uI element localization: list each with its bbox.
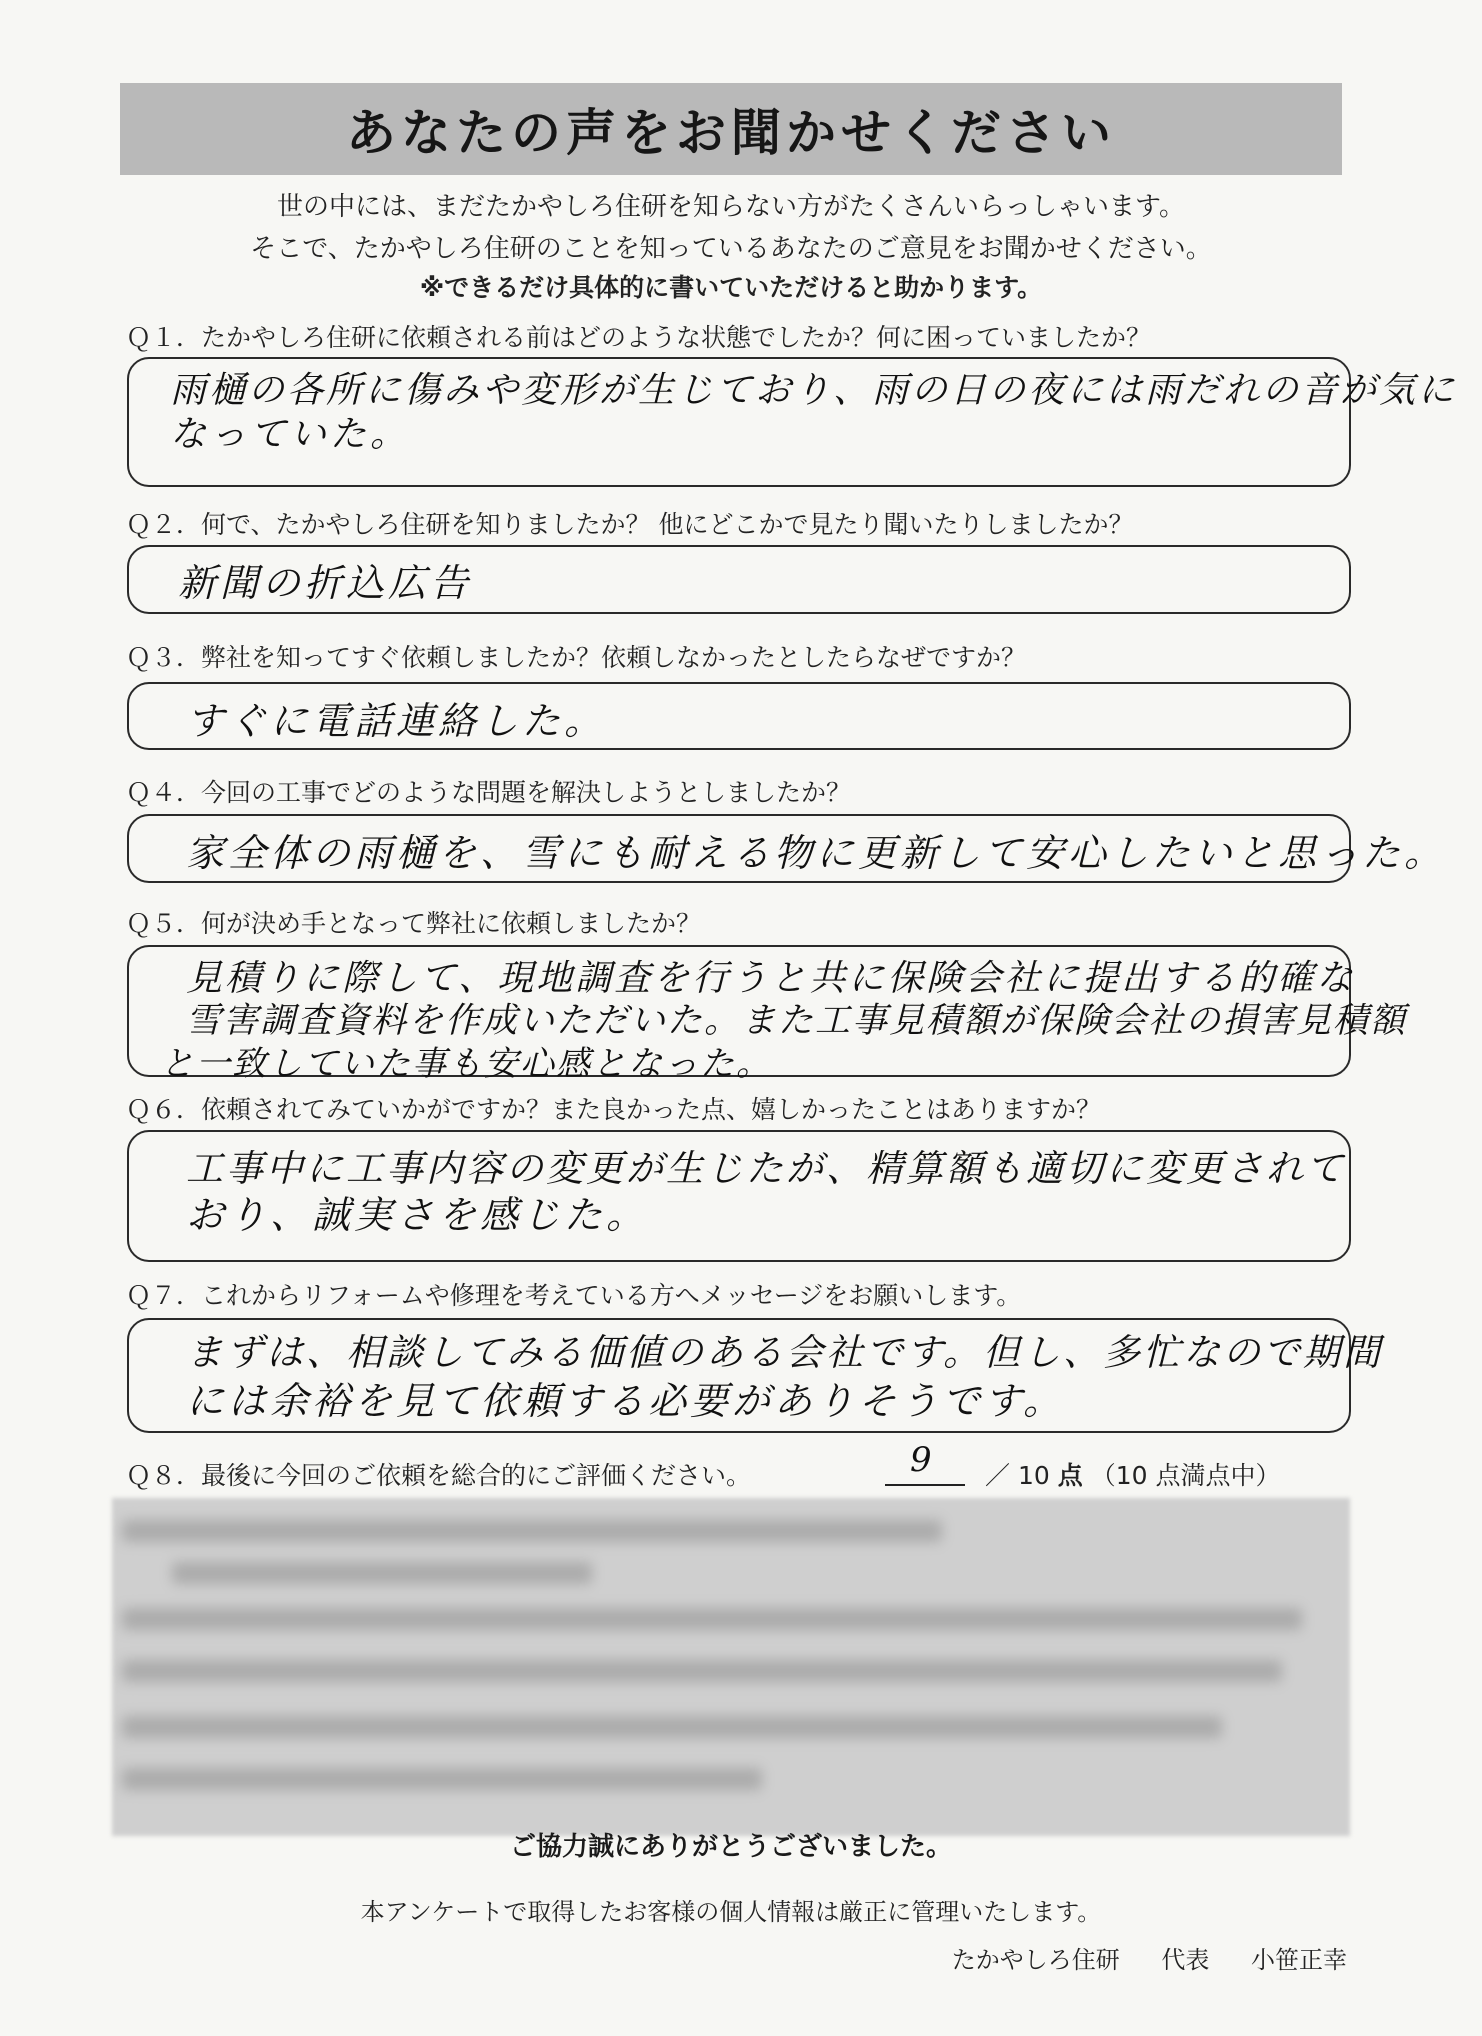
score-underline: [885, 1484, 965, 1486]
redacted-row: [122, 1660, 1282, 1682]
representative-role: 代表: [1161, 1946, 1210, 1974]
intro-line-2: そこで、たかやしろ住研のことを知っているあなたのご意見をお聞かせください。: [250, 234, 1212, 264]
question-7-answer-line-1: まずは、相談してみる価値のある会社です。但し、多忙なので期間: [186, 1331, 1384, 1374]
score-unit: 点: [1057, 1461, 1083, 1490]
question-5-answer-line-2: 雪害調査資料を作成いただいた。また工事見積額が保険会社の損害見積額: [186, 1001, 1408, 1041]
redacted-row: [122, 1768, 762, 1790]
question-2-label: Ｑ２．何で、たかやしろ住研を知りましたか？ 他にどこかで見たり聞いたりしましたか？: [126, 510, 1134, 539]
question-3-label: Ｑ３．弊社を知ってすぐ依頼しましたか？依頼しなかったとしたらなぜですか？: [126, 643, 1027, 672]
form-title: あなたの声をお聞かせください: [346, 104, 1116, 162]
question-5-answer-line-3: と一致していた事も安心感となった。: [160, 1044, 772, 1084]
signature-line: [952, 1940, 1347, 1975]
redacted-row: [172, 1562, 592, 1584]
redacted-row: [122, 1716, 1222, 1738]
redacted-row: [122, 1608, 1302, 1630]
privacy-note: 本アンケートで取得したお客様の個人情報は厳正に管理いたします。: [360, 1898, 1102, 1926]
question-1-label: Ｑ１．たかやしろ住研に依頼される前はどのような状態でしたか？何に困っていましたか？: [126, 323, 1152, 352]
thanks-message: ご協力誠にありがとうございました。: [509, 1832, 952, 1862]
redacted-row: [122, 1520, 942, 1542]
question-3-answer-line-1: すぐに電話連絡した。: [186, 699, 607, 743]
score-max-value: 10: [1017, 1461, 1050, 1490]
question-1-answer-line-2: なっていた。: [170, 414, 411, 455]
representative-name: 小笹正幸: [1251, 1946, 1347, 1974]
intro-note: ※できるだけ具体的に書いていただけると助かります。: [419, 273, 1043, 302]
question-8-label: Ｑ８．最後に今回のご依頼を総合的にご評価ください。: [126, 1461, 752, 1490]
question-4-label: Ｑ４．今回の工事でどのような問題を解決しようとしましたか？: [126, 778, 852, 807]
question-6-label: Ｑ６．依頼されてみていかがですか？また良かった点、嬉しかったことはありますか？: [126, 1095, 1102, 1124]
score-slash: ／: [985, 1461, 1011, 1490]
redacted-customer-info: [112, 1498, 1350, 1836]
question-7-answer-line-2: には余裕を見て依頼する必要がありそうです。: [186, 1379, 1065, 1423]
question-7-label: Ｑ７．これからリフォームや修理を考えている方へメッセージをお願いします。: [126, 1281, 1022, 1310]
question-5-label: Ｑ５．何が決め手となって弊社に依頼しましたか？: [126, 909, 702, 938]
question-4-answer-line-1: 家全体の雨樋を、雪にも耐える物に更新して安心したいと思った。: [186, 831, 1447, 875]
score-value: 9: [910, 1440, 932, 1480]
question-6-answer-line-2: おり、誠実さを感じた。: [186, 1193, 649, 1237]
question-5-answer-line-1: 見積りに際して、現地調査を行うと共に保険会社に提出する的確な: [186, 958, 1356, 999]
form-title-bar: [120, 83, 1342, 175]
question-2-answer-line-1: 新聞の折込広告: [178, 561, 473, 605]
company-name: たかやしろ住研: [951, 1946, 1120, 1974]
score-max: [985, 1456, 1280, 1492]
question-6-answer-line-1: 工事中に工事内容の変更が生じたが、精算額も適切に変更されて: [186, 1147, 1346, 1190]
score-note: （10 点満点中）: [1090, 1461, 1281, 1490]
question-1-answer-line-1: 雨樋の各所に傷みや変形が生じており、雨の日の夜には雨だれの音が気に: [170, 370, 1458, 411]
intro-line-1: 世の中には、まだたかやしろ住研を知らない方がたくさんいらっしゃいます。: [277, 192, 1185, 222]
